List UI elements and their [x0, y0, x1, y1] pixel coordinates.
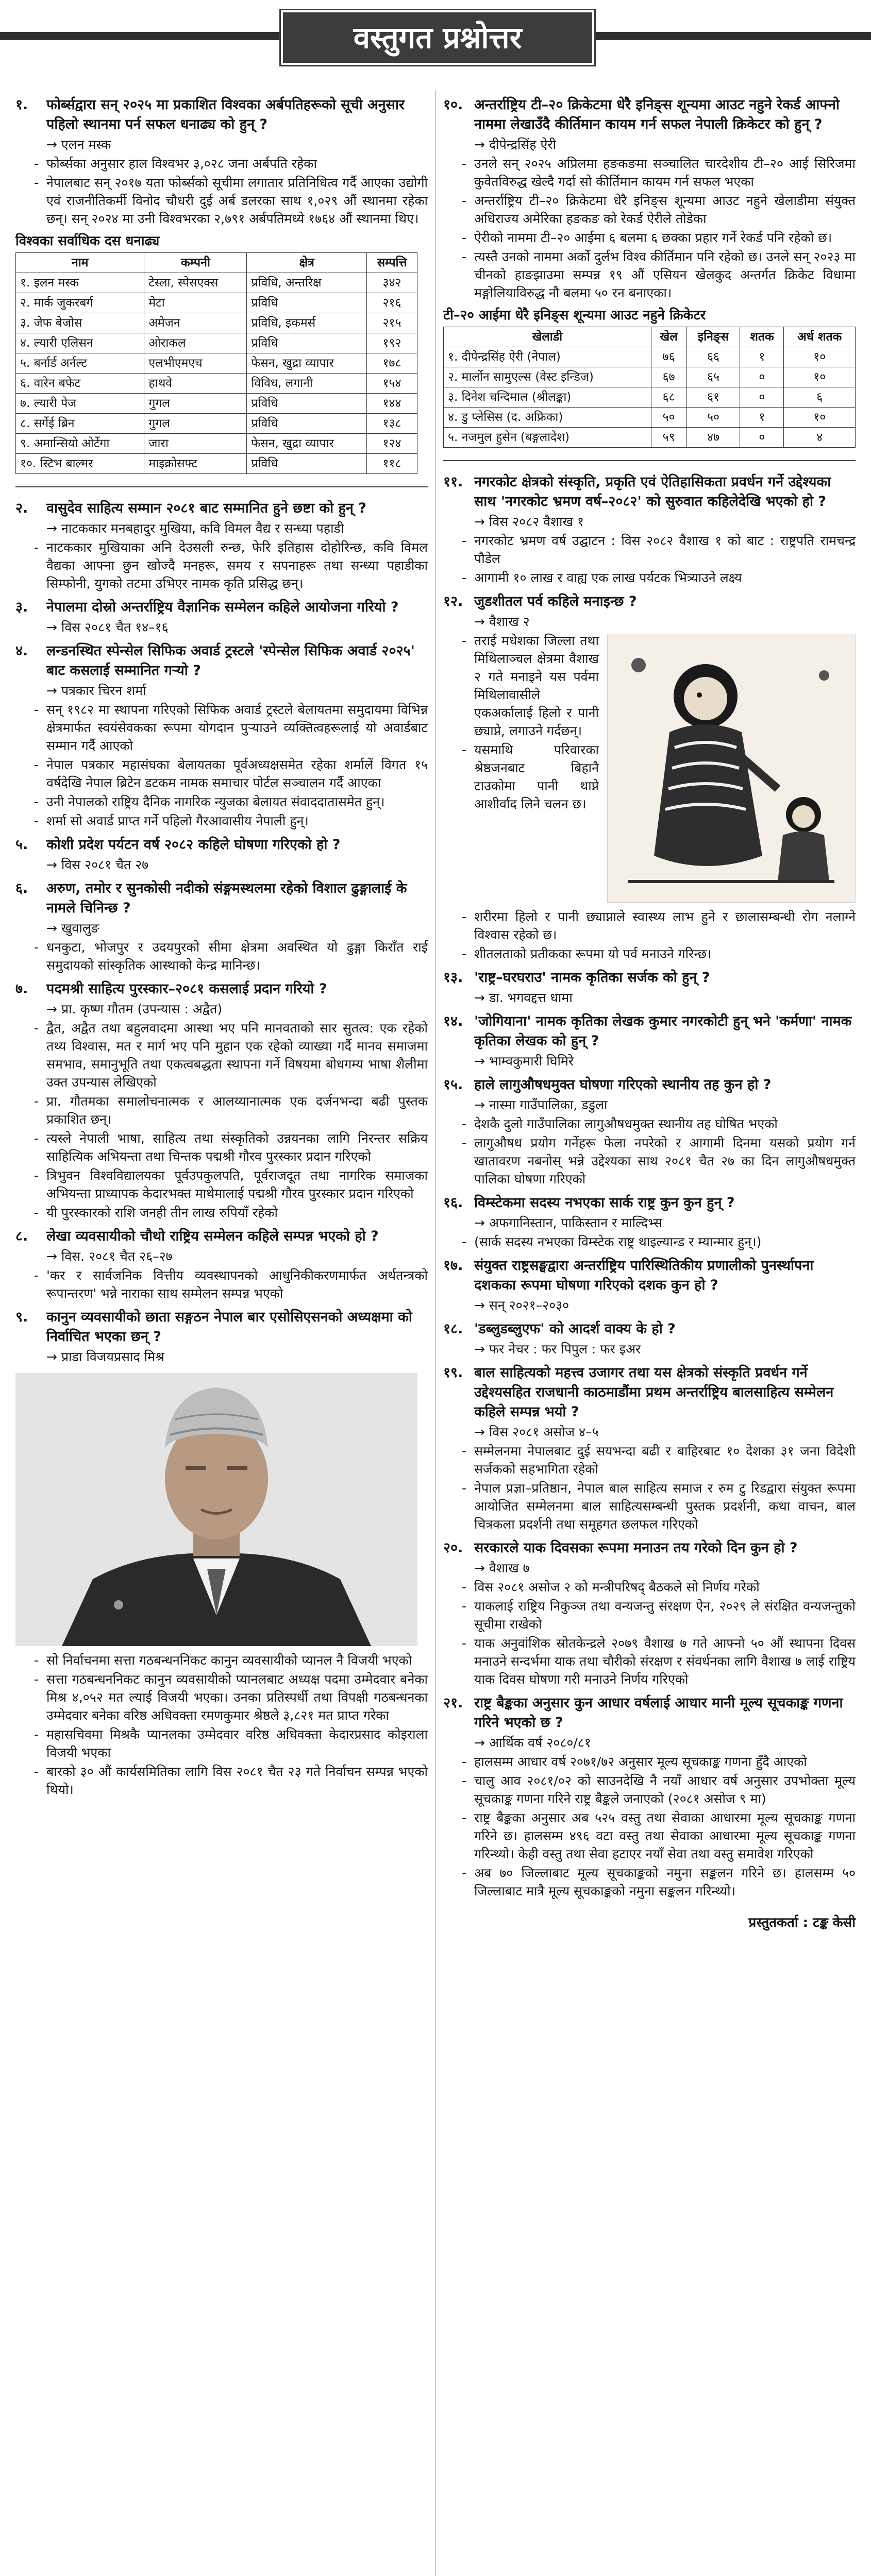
table-cell: प्रविधि	[247, 414, 367, 434]
note: - देशकै दुलो गाउँपालिका लागुऔषधमुक्त स्थानीय तह घोषित भएको	[443, 1115, 856, 1133]
section-divider	[443, 460, 856, 461]
table-cell: ०	[740, 387, 784, 408]
question-text: फोर्ब्सद्वारा सन् २०२५ मा प्रकाशित विश्वका अर्बपतिहरूको सूची अनुसार पहिलो स्थानमा पर्न सफल धनाढ्य को हुन् ?	[46, 97, 405, 132]
question-number: ३.	[15, 599, 28, 615]
table-row	[444, 408, 856, 428]
answer: → दीपेन्द्रसिंह ऐरी	[443, 135, 856, 154]
portrait-illustration	[15, 1373, 417, 1646]
table-row	[16, 454, 417, 474]
table-row	[16, 353, 417, 374]
table-cell: १२४	[366, 434, 417, 454]
note: - अन्तर्राष्ट्रिय टी–२० क्रिकेटमा धेरै इनिङ्स शून्यमा आउट नहुने खेलाडीमा संयुक्त अधिराज्य अमेरिका हङकङ को रेकर्ड ऐरीले तोडेका	[443, 192, 856, 228]
table-cell: ३. दिनेश चन्दिमाल (श्रीलङ्का)	[444, 387, 651, 408]
answer: → वैशाख ७	[443, 1559, 856, 1577]
answer: → फर नेचर : फर पिपुल : फर इअर	[443, 1340, 856, 1358]
answer: → खुवालुङ	[15, 919, 428, 937]
column-divider	[435, 90, 436, 2576]
table-header: खेलाडी	[444, 327, 651, 347]
question-2	[15, 499, 428, 518]
answer: → प्राडा विजयप्रसाद मिश्र	[15, 1348, 428, 1366]
note: - द्वैत, अद्वैत तथा बहुलवादमा आस्था भए पनि मानवताको सार सुतत्व: एक रहेको तथ्य विश्वास, मत र मार्ग भए पनि मुहान एक रहेको व्याख्या गर्दै मानव समाजमा समभाव, समानुभूति तथा एकत्वबद्धता स्थापना गर्ने विषयमा बोधगम्य भाषा शैलीमा उक्त उपन्यास लेखिएको	[15, 1019, 428, 1091]
question-number: १६.	[443, 1195, 463, 1211]
table-cell: टेस्ला, स्पेसएक्स	[144, 273, 247, 293]
note: - लागुऔषध प्रयोग गर्नेहरू फेला नपरेको र आगामी दिनमा यसको प्रयोग गर्न खातावरण नबनोस् भन्ने उद्देश्यका साथ २०८१ चैत २७ का दिन लागुऔषधमुक्त पालिका घोषणा गरिएको	[443, 1134, 856, 1188]
question-number: १०.	[443, 97, 463, 113]
note: - त्यस्तै उनको नाममा अर्को दुर्लभ विश्व कीर्तिमान पनि रहेको छ। उनले सन् २०२३ मा चीनको हाङझाउमा सम्पन्न १९ औं एसियन खेलकुद अन्तर्गत क्रिकेट विधामा मङ्गोलियाविरुद्ध नौ बलमा ५० रन बनाएका।	[443, 248, 856, 302]
table-header: कम्पनी	[144, 253, 247, 273]
question-10	[443, 95, 856, 134]
question-text: नेपालमा दोस्रो अन्तर्राष्ट्रिय वैज्ञानिक सम्मेलन कहिले आयोजना गरियो ?	[46, 599, 399, 615]
answer: → भाम्वकुमारी घिमिरे	[443, 1052, 856, 1070]
table-cell: १०	[784, 367, 856, 387]
answer: → विस २०८१ चैत १४–१६	[15, 618, 428, 636]
table-cell: २१५	[366, 313, 417, 333]
answer: → पत्रकार चिरन शर्मा	[15, 682, 428, 700]
table-row	[16, 293, 417, 313]
question-number: १२.	[443, 594, 463, 609]
question-16	[443, 1193, 856, 1213]
question-17	[443, 1256, 856, 1295]
table-cell: प्रविधि	[247, 333, 367, 353]
table-header: क्षेत्र	[247, 253, 367, 273]
table-cell: गुगल	[144, 414, 247, 434]
table-cell: १	[740, 408, 784, 428]
table-row	[16, 273, 417, 293]
note: - त्यस्ले नेपाली भाषा, साहित्य तथा संस्कृतिको उन्नयनका लागि निरन्तर सक्रिय साहित्यिक अभियन्ता तथा चिन्तक पद्मश्री गौरव पुरस्कार प्रदान गरिएको	[15, 1129, 428, 1165]
question-text: लेखा व्यवसायीको चौथो राष्ट्रिय सम्मेलन कहिले सम्पन्न भएको हो ?	[46, 1228, 379, 1244]
question-20	[443, 1538, 856, 1558]
portrait-photo	[15, 1373, 417, 1646]
table-cell: ६८	[651, 387, 686, 408]
question-text: संयुक्त राष्ट्रसङ्घद्वारा अन्तर्राष्ट्रिय पारिस्थितिकीय प्रणालीको पुनर्स्थापना दशकका रूपमा घोषणा गरिएको दशक कुन हो ?	[474, 1258, 814, 1293]
table-cell: ३. जेफ बेजोस	[16, 313, 144, 333]
table-row	[444, 347, 856, 367]
question-text: कोशी प्रदेश पर्यटन वर्ष २०८२ कहिले घोषणा गरिएको हो ?	[46, 837, 341, 853]
question-text: नगरकोट क्षेत्रको संस्कृति, प्रकृति एवं ऐतिहासिकता प्रवर्धन गर्ने उद्देश्यका साथ 'नगरकोट भ्रमण वर्ष–२०८२' को सुरुवात कहिलेदेखि भएको हो ?	[474, 474, 831, 510]
table-cell: ७६	[651, 347, 686, 367]
left-column	[15, 90, 428, 1800]
question-text: 'राष्ट्र–घरघराउ' नामक कृतिका सर्जक को हुन् ?	[474, 970, 710, 986]
question-number: १५.	[443, 1077, 463, 1093]
table-cell: प्रविधि, इकमर्स	[247, 313, 367, 333]
question-number: ६.	[15, 880, 28, 896]
table-cell: ४. डु प्लेसिस (द. अफ्रिका)	[444, 408, 651, 428]
table-cell: ६७	[651, 367, 686, 387]
question-text: पदमश्री साहित्य पुरस्कार–२०८१ कसलाई प्रदान गरियो ?	[46, 981, 327, 997]
table-cell: एलभीएमएच	[144, 353, 247, 374]
question-14	[443, 1012, 856, 1051]
table-row	[16, 333, 417, 353]
page-banner	[0, 0, 871, 72]
note: - शरीरमा हिलो र पानी छ्याप्नाले स्वास्थ्य लाभ हुने र छालासम्बन्धी रोग नलाग्ने विश्वास रहेको छ।	[443, 908, 856, 944]
table-cell: १०. स्टिभ बाल्मर	[16, 454, 144, 474]
question-number: ४.	[15, 643, 28, 659]
table-cell: ६१	[686, 387, 740, 408]
note: - तराई मधेशका जिल्ला तथा मिथिलाञ्चल क्षेत्रमा वैशाख २ गते मनाइने यस पर्वमा मिथिलावासीले एकअर्कालाई हिलो र पानी छ्याप्ने, लगाउने गर्दछन्।	[443, 632, 856, 740]
table-cell: १०	[784, 347, 856, 367]
answer: → एलन मस्क	[15, 135, 428, 154]
table-row	[16, 313, 417, 333]
table-cell: २. मार्क जुकरबर्ग	[16, 293, 144, 313]
answer: → आर्थिक वर्ष २०८०/८१	[443, 1734, 856, 1752]
question-text: लन्डनस्थित स्पेन्सेल सिफिक अवार्ड ट्रस्टले 'स्पेन्सेल सिफिक अवार्ड २०२५' बाट कसलाई सम्मानित गऱ्यो ?	[46, 643, 415, 679]
question-number: १.	[15, 97, 28, 113]
question-number: १३.	[443, 970, 463, 986]
table-cell: १४४	[366, 394, 417, 414]
note: - विस २०८१ असोज २ को मन्त्रीपरिषद् बैठकले सो निर्णय गरेको	[443, 1578, 856, 1596]
question-text: विम्स्टेकमा सदस्य नभएका सार्क राष्ट्र कुन कुन हुन् ?	[474, 1195, 735, 1211]
question-text: 'डब्लुडब्लुएफ' को आदर्श वाक्य के हो ?	[474, 1321, 676, 1337]
table-cell: २१६	[366, 293, 417, 313]
note: - आगामी १० लाख र वाह्य एक लाख पर्यटक भित्र्याउने लक्ष्य	[443, 569, 856, 587]
note: - महासचिवमा मिश्रकै प्यानलका उम्मेदवार वरिष्ठ अधिवक्ता केदारप्रसाद कोइराला विजयी भएका	[15, 1725, 428, 1761]
question-15	[443, 1075, 856, 1095]
note: - शर्मा सो अवार्ड प्राप्त गर्ने पहिलो गैरआवासीय नेपाली हुन्।	[15, 812, 428, 830]
note: - उनी नेपालको राष्ट्रिय दैनिक नागरिक न्युजका बेलायत संवाददातासमेत हुन्।	[15, 793, 428, 811]
table-cell: ६. वारेन बफेट	[16, 374, 144, 394]
table-cell: ५. बर्नार्ड अर्नल्ट	[16, 353, 144, 374]
table-cell: ०	[740, 428, 784, 448]
question-text: राष्ट्र बैङ्कका अनुसार कुन आधार वर्षलाई आधार मानी मूल्य सूचकाङ्क गणना गरिने भएको छ ?	[474, 1695, 843, 1731]
question-11	[443, 472, 856, 512]
question-text: हाले लागुऔषधमुक्त घोषणा गरिएको स्थानीय तह कुन हो ?	[474, 1077, 772, 1093]
note: - सन् १९८२ मा स्थापना गरिएको सिफिक अवार्ड ट्रस्टले बेलायतमा समुदायमा विभिन्न क्षेत्रमार्फत स्वयंसेवकका रूपमा योगदान पुऱ्याउने व्यक्तित्वहरूलाई यो अवार्डबाट सम्मान गर्दै आएको	[15, 701, 428, 755]
table-cell: हाथवे	[144, 374, 247, 394]
answer: → नाटककार मनबहादुर मुखिया, कवि विमल वैद्य र सन्ध्या पहाडी	[15, 519, 428, 537]
question-text: कानुन व्यवसायीको छाता सङ्गठन नेपाल बार एसोसिएसनको अध्यक्षमा को निर्वाचित भएका छन् ?	[46, 1309, 412, 1345]
table-cell: ६६	[686, 347, 740, 367]
question-number: १४.	[443, 1013, 463, 1029]
table-header: नाम	[16, 253, 144, 273]
note: - बारको ३० औं कार्यसमितिका लागि विस २०८१ चैत २३ गते निर्वाचन सम्पन्न भएको थियो।	[15, 1762, 428, 1799]
note: - फोर्ब्सका अनुसार हाल विश्वभर ३,०२८ जना अर्बपति रहेका	[15, 155, 428, 173]
table-row	[16, 374, 417, 394]
table-cell: ५०	[686, 408, 740, 428]
question-21	[443, 1693, 856, 1733]
note: - हालसम्म आधार वर्ष २०७१/७२ अनुसार मूल्य सूचकाङ्क गणना हुँदै आएको	[443, 1753, 856, 1771]
note: - सो निर्वाचनमा सत्ता गठबन्धननिकट कानुन व्यवसायीको प्यानल नै विजयी भएको	[15, 1651, 428, 1669]
note: - 'कर र सार्वजनिक वित्तीय व्यवस्थापनको आधुनिकीकरणमार्फत अर्थतन्त्रको रूपान्तरण' भन्ने नाराका साथ सम्मेलन सम्पन्न भएको	[15, 1266, 428, 1302]
table-cell: १०	[784, 408, 856, 428]
table-cell: ८. सर्गेई ब्रिन	[16, 414, 144, 434]
question-text: अन्तर्राष्ट्रिय टी–२० क्रिकेटमा धेरै इनिङ्स शून्यमा आउट नहुने रेकर्ड आफ्नो नाममा लेखाउँदै कीर्तिमान कायम गर्न सफल नेपाली क्रिकेटर को हुन् ?	[474, 97, 840, 132]
question-text: अरुण, तमोर र सुनकोसी नदीको संङ्गमस्थलमा रहेको विशाल ढुङ्गालाई के नामले चिनिन्छ ?	[46, 880, 407, 916]
question-19	[443, 1363, 856, 1422]
table-cell: १	[740, 347, 784, 367]
table-cell: ६५	[686, 367, 740, 387]
note: - याक अनुवांशिक स्रोतकेन्द्रले २०७९ वैशाख ७ गते आफ्नो ५० औं स्थापना दिवस मनाउने सन्दर्भमा याक तथा चौरीको संरक्षण र संवर्धनका लागि वैशाख ७ लाई राष्ट्रिय याक दिवस घोषणा गरी मनाउने निर्णय गरिएको	[443, 1634, 856, 1688]
answer: → विस २०८१ असोज ४–५	[443, 1423, 856, 1441]
answer: → डा. भगवद्दत्त धामा	[443, 989, 856, 1007]
question-number: २१.	[443, 1695, 463, 1711]
table-cell: गुगल	[144, 394, 247, 414]
table-cell: प्रविधि	[247, 454, 367, 474]
table-cell: १५४	[366, 374, 417, 394]
table-header: सम्पत्ति	[366, 253, 417, 273]
table-cell: ४	[784, 428, 856, 448]
table-cell: २. मार्लोन सामुएल्स (वेस्ट इन्डिज)	[444, 367, 651, 387]
question-text: बाल साहित्यको महत्त्व उजागर तथा यस क्षेत्रको संस्कृति प्रवर्धन गर्ने उद्देश्यसहित राजधानी काठमाडौंमा प्रथम अन्तर्राष्ट्रिय बालसाहित्य सम्मेलन कहिले सम्पन्न भयो ?	[474, 1365, 834, 1420]
table-row	[444, 428, 856, 448]
table-row	[16, 414, 417, 434]
question-3	[15, 598, 428, 617]
table-cell: प्रविधि	[247, 293, 367, 313]
table-cell: ११८	[366, 454, 417, 474]
question-number: २.	[15, 500, 28, 516]
table-header: शतक	[740, 327, 784, 347]
question-text: सरकारले याक दिवसका रूपमा मनाउन तय गरेको दिन कुन हो ?	[474, 1540, 798, 1556]
richest-table	[15, 252, 417, 474]
note: - सम्मेलनमा नेपालबाट दुई सयभन्दा बढी र बाहिरबाट १० देशका ३१ जना विदेशी सर्जकको सहभागिता रहेको	[443, 1442, 856, 1478]
question-18	[443, 1319, 856, 1339]
answer: → नास्मा गाउँपालिका, डडुला	[443, 1096, 856, 1114]
table-cell: १. इलन मस्क	[16, 273, 144, 293]
note: - ऐरीको नाममा टी–२० आईमा ६ बलमा ६ छक्का प्रहार गर्ने रेकर्ड पनि रहेको छ।	[443, 229, 856, 247]
question-12	[443, 592, 856, 612]
note: - नेपाल प्रज्ञा–प्रतिष्ठान, नेपाल बाल साहित्य समाज र रुम टु रिडद्वारा संयुक्त रूपमा आयोजित सम्मेलनमा बाल साहित्यसम्बन्धी पुस्तक प्रदर्शनी, कथा वाचन, बाल चित्रकला प्रदर्शनी तथा समूहगत छलफल गरिएको	[443, 1479, 856, 1533]
answer: → विस. २०८१ चैत २६–२७	[15, 1247, 428, 1265]
question-4	[15, 641, 428, 681]
question-number: २०.	[443, 1540, 463, 1556]
table-header: इनिङ्स	[686, 327, 740, 347]
table-cell: ५०	[651, 408, 686, 428]
table-cell: ३४२	[366, 273, 417, 293]
question-number: १७.	[443, 1258, 463, 1274]
note: - राष्ट्र बैङ्कका अनुसार अब ५२५ वस्तु तथा सेवाका आधारमा मूल्य सूचकाङ्क गणना गरिने छ। हालसम्म ४९६ वटा वस्तु तथा सेवाका आधारमा मूल्य सूचकाङ्क गणना गरिन्थ्यो। केही वस्तु तथा सेवा हटाएर नयाँ सेवा तथा वस्तु समावेश गरिएको	[443, 1809, 856, 1863]
table-cell: ५९	[651, 428, 686, 448]
table-cell: प्रविधि, अन्तरिक्ष	[247, 273, 367, 293]
note: - उनले सन् २०२५ अप्रिलमा हङकङमा सञ्चालित चारदेशीय टी–२० आई सिरिजमा कुवेतविरुद्ध खेल्दै गर्दा सो कीर्तिमान कायम गर्न सफल भएका	[443, 155, 856, 191]
question-5	[15, 835, 428, 855]
question-number: ८.	[15, 1228, 28, 1244]
note: - अब ७० जिल्लाबाट मूल्य सूचकाङ्कको नमुना सङ्कलन गरिने छ। हालसम्म ५० जिल्लाबाट मात्रै मूल्य सूचकाङ्कको नमुना सङ्कलन गरिन्थ्यो।	[443, 1864, 856, 1900]
table-cell: जारा	[144, 434, 247, 454]
note: - सत्ता गठबन्धननिकट कानुन व्यवसायीको प्यानलबाट अध्यक्ष पदमा उम्मेदवार बनेका मिश्र ४,०५२ मत ल्याई विजयी भएका। उनका प्रतिस्पर्धी तथा विपक्षी गठबन्धनका उम्मेदवार बनेका वरिष्ठ अधिवक्ता रमणकुमार श्रेष्ठले ३,८२१ मत प्राप्त गरेका	[15, 1670, 428, 1724]
question-number: ५.	[15, 837, 28, 853]
table-cell: ९. अमान्सियो ओर्टेगा	[16, 434, 144, 454]
author-credit: प्रस्तुतकर्ता : टङ्क केसी	[748, 1915, 856, 1930]
question-number: १८.	[443, 1321, 463, 1337]
note: - प्रा. गौतमका समालोचनात्मक र आलय्यानात्मक एक दर्जनभन्दा बढी पुस्तक प्रकाशित छन्।	[15, 1092, 428, 1128]
question-9	[15, 1308, 428, 1347]
table-cell: ४. ल्यारी एलिसन	[16, 333, 144, 353]
table-cell: मेटा	[144, 293, 247, 313]
question-1	[15, 95, 428, 134]
question-text: वासुदेव साहित्य सम्मान २०८१ बाट सम्मानित हुने छष्टा को हुन् ?	[46, 500, 366, 516]
table-cell: अमेजन	[144, 313, 247, 333]
table-cell: माइक्रोसफ्ट	[144, 454, 247, 474]
table-cell: १३८	[366, 414, 417, 434]
table-cell: ०	[740, 367, 784, 387]
note: - नगरकोट भ्रमण वर्ष उद्घाटन : विस २०८२ वैशाख १ को बाट : राष्ट्रपति रामचन्द्र पौडेल	[443, 532, 856, 568]
note: - त्रिभुवन विश्वविद्यालयका पूर्वउपकुलपति, पूर्वराजदूत तथा नागरिक समाजका अभियन्ता प्राध्यापक केदारभक्त माथेमालाई पद्मश्री गौरव पुरस्कार प्रदान गरिएको	[15, 1166, 428, 1202]
table-row	[444, 367, 856, 387]
note: - याकलाई राष्ट्रिय निकुञ्ज तथा वन्यजन्तु संरक्षण ऐन, २०२९ ले संरक्षित वन्यजन्तुको सूचीमा राखेको	[443, 1597, 856, 1633]
answer: → अफगानिस्तान, पाकिस्तान र माल्दिभ्स	[443, 1214, 856, 1232]
table-cell: ६	[784, 387, 856, 408]
table-cell: ४७	[686, 428, 740, 448]
note: - (सार्क सदस्य नभएका विम्स्टेक राष्ट्र थाइल्यान्ड र म्यान्मार हुन्।)	[443, 1233, 856, 1251]
answer: → वैशाख २	[443, 613, 856, 631]
question-number: ७.	[15, 981, 28, 997]
table-cell: ओराकल	[144, 333, 247, 353]
question-text: जुडशीतल पर्व कहिले मनाइन्छ ?	[474, 594, 637, 609]
note: - नाटककार मुखियाका अनि देउसली रुन्छ, फेरि इतिहास दोहोरिन्छ, कवि विमल वैद्यका आफ्ना छुन खोज्दै मनहरू, समय र सपनाहरू तथा सन्ध्या पहाडीका सिम्फोनी, युगको तटमा उभिएर नामक कृति प्रसिद्ध छन्।	[15, 538, 428, 592]
table-row	[16, 394, 417, 414]
note: - यसमाथि परिवारका श्रेष्ठजनबाट बिहानै टाउकोमा पानी थाप्ने आशीर्वाद लिने चलन छ।	[443, 741, 856, 813]
answer: → सन् २०२१–२०३०	[443, 1296, 856, 1314]
question-13	[443, 968, 856, 988]
answer: → विस २०८१ चैत २७	[15, 856, 428, 874]
table-cell: फेसन, खुद्रा व्यापार	[247, 353, 367, 374]
table-cell: १. दीपेन्द्रसिंह ऐरी (नेपाल)	[444, 347, 651, 367]
table-header: अर्ध शतक	[784, 327, 856, 347]
note: - धनकुटा, भोजपुर र उदयपुरको सीमा क्षेत्रमा अवस्थित यो ढुङ्गा किराँत राई समुदायको सांस्कृतिक आस्थाको केन्द्र मानिन्छ।	[15, 938, 428, 974]
table-cell: ५. नजमुल हुसेन (बङ्गलादेश)	[444, 428, 651, 448]
table-row	[444, 387, 856, 408]
table-cell: प्रविधि	[247, 394, 367, 414]
question-text: 'जोगियाना' नामक कृतिका लेखक कुमार नगरकोटी हुन् भने 'कर्मणा' नामक कृतिका लेखक को हुन् ?	[474, 1013, 852, 1049]
note: - नेपाल पत्रकार महासंघका बेलायतका पूर्वअध्यक्षसमेत रहेका शर्मालें विगत १५ वर्षदेखि नेपाल ब्रिटेन डटकम नामक समाचार पोर्टल सञ्चालन गर्दै आएका	[15, 756, 428, 792]
question-8	[15, 1227, 428, 1246]
table-title: विश्वका सर्वाधिक दस धनाढ्य	[15, 233, 160, 249]
table-row	[16, 434, 417, 454]
table-cell: ७. ल्यारी पेज	[16, 394, 144, 414]
question-6	[15, 879, 428, 918]
question-number: ९.	[15, 1309, 28, 1325]
note: - शीतलताको प्रतीकका रूपमा यो पर्व मनाउने गरिन्छ।	[443, 945, 856, 963]
question-number: १९.	[443, 1365, 463, 1381]
table-title: टी–२० आईमा धेरै इनिङ्स शून्यमा आउट नहुने क्रिकेटर	[443, 308, 706, 323]
section-divider	[15, 486, 428, 487]
table-header: खेल	[651, 327, 686, 347]
table-cell: फेसन, खुद्रा व्यापार	[247, 434, 367, 454]
table-cell: १९२	[366, 333, 417, 353]
answer: → प्रा. कृष्ण गौतम (उपन्यास : अद्वैत)	[15, 1000, 428, 1018]
table-cell: विविध, लगानी	[247, 374, 367, 394]
cricket-table	[443, 327, 856, 448]
table-cell: १७८	[366, 353, 417, 374]
note: - यी पुरस्कारको राशि जनही तीन लाख रुपियाँ रहेको	[15, 1204, 428, 1222]
page-title: वस्तुगत प्रश्नोत्तर	[281, 10, 594, 65]
note: - चालु आव २०८१/०२ को साउनदेखि नै नयाँ आधार वर्ष अनुसार उपभोक्ता मूल्य सूचकाङ्क गणना गरिने राष्ट्र बैङ्कले जनाएको (२०८१ असोज ९ मा)	[443, 1772, 856, 1808]
question-number: ११.	[443, 474, 463, 490]
right-column	[443, 90, 856, 1931]
note: - नेपालबाट सन् २०१७ यता फोर्ब्सको सूचीमा लगातार प्रतिनिधित्व गर्दै आएका उद्योगी एवं राजनीतिकर्मी विनोद चौधरी दुई अर्ब डलरका साथ १,०२९ औं स्थानमा रहेका छन्। सन् २०२४ मा उनी विश्वभरका २,७९१ अर्बपतिमध्ये १७६४ औं स्थानमा थिए।	[15, 174, 428, 228]
question-7	[15, 979, 428, 999]
answer: → विस २०८२ वैशाख १	[443, 513, 856, 531]
